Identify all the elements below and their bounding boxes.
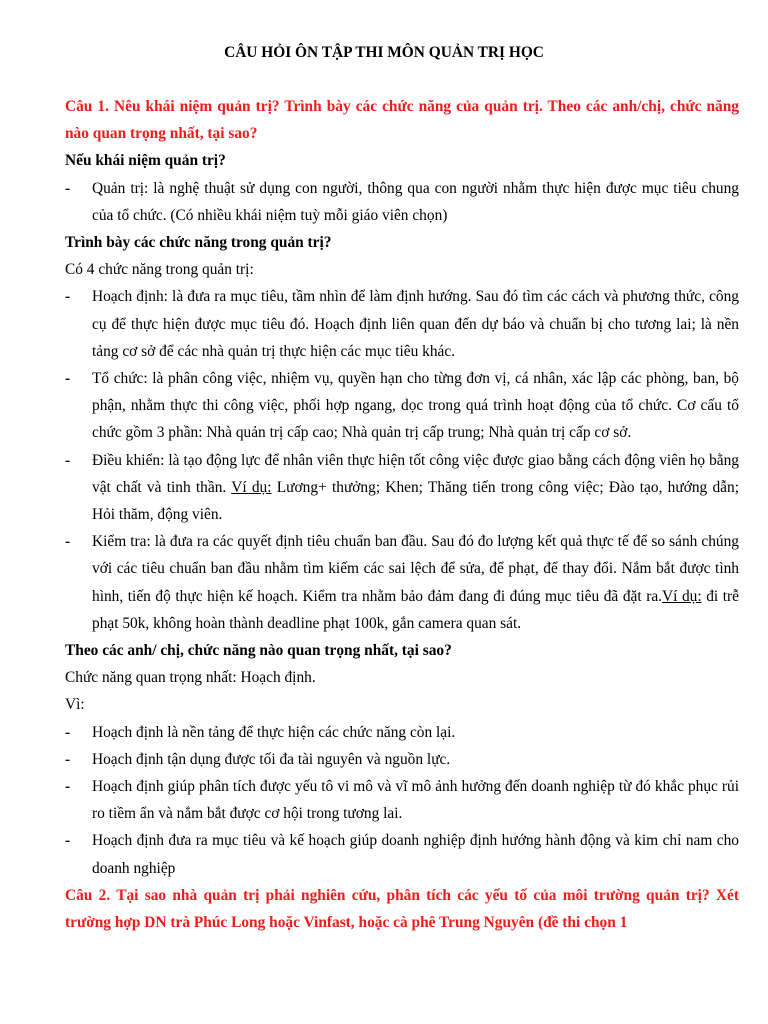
bullet-dash: -: [65, 288, 71, 306]
list-item: [65, 746, 739, 773]
function-controlling-example: đi trễ phạt 50k, không hoàn thành deadline phạt 100k, gắn camera quan sát.: [92, 587, 740, 632]
question-2: Câu 2. Tại sao nhà quản trị phải nghiên cứu, phân tích các yếu tố của môi trường quản trị? Xét trường hợp DN trà Phúc Long hoặc Vinfast, hoặc cà phê Trung Nguyên (đề thi chọn 1: [65, 886, 739, 932]
list-item: [65, 773, 739, 827]
bullet-dash: -: [65, 533, 71, 551]
functions-intro: Có 4 chức năng trong quản trị:: [65, 261, 254, 279]
bullet-dash: -: [65, 723, 71, 741]
bullet-dash: -: [65, 451, 71, 469]
reason-2: Hoạch định tận dụng được tối đa tài nguyên và nguồn lực.: [92, 750, 451, 768]
list-item: [65, 447, 739, 529]
document-title: CÂU HỎI ÔN TẬP THI MÔN QUẢN TRỊ HỌC: [224, 44, 544, 61]
example-label: Ví dụ:: [662, 587, 702, 605]
list-item: [65, 365, 739, 447]
function-controlling: Kiểm tra: là đưa ra các quyết định tiêu chuẩn ban đầu. Sau đó đo lượng kết quả thực tế để so sánh chúng với các tiêu chuẩn ban đầu nhằm tìm kiếm các sai lệch để sửa, để phạt, để thay đổi. Nắm bắt được tình hình, tiến độ thực hiện kế hoạch. Kiểm tra nhằm bảo đảm đang đi đúng mục tiêu đã đặt ra.: [92, 533, 739, 605]
heading-concept: Nếu khái niệm quản trị?: [65, 152, 226, 170]
list-item: [65, 175, 739, 229]
function-leading: Điều khiển: là tạo động lực để nhân viên thực hiện tốt công việc được giao bằng cách động viên họ bằng vật chất và tinh thần.: [92, 451, 739, 496]
list-item: [65, 719, 739, 746]
list-item: [65, 528, 739, 637]
function-organizing: Tổ chức: là phân công việc, nhiệm vụ, quyền hạn cho từng đơn vị, cá nhân, xác lập các phòng, ban, bộ phận, nhằm thực thi công việc, phối hợp ngang, dọc trong quá trình hoạt động của tổ chức. Cơ cấu tổ chức gồm 3 phần: Nhà quản trị cấp cao; Nhà quản trị cấp trung; Nhà quản trị cấp cơ sở.: [92, 370, 739, 442]
example-label: Ví dụ:: [231, 478, 272, 496]
question-1: Câu 1. Nêu khái niệm quản trị? Trình bày các chức năng của quản trị. Theo các anh/chị, chức năng nào quan trọng nhất, tại sao?: [65, 98, 739, 143]
definition-text: Quản trị: là nghệ thuật sử dụng con người, thông qua con người nhằm thực hiện được mục tiêu chung của tổ chức. (Có nhiều khái niệm tuỳ mỗi giáo viên chọn): [92, 179, 739, 224]
bullet-dash: -: [65, 832, 71, 850]
list-item: [65, 827, 739, 881]
bullet-dash: -: [65, 750, 71, 768]
function-leading-example: Lương+ thưởng; Khen; Thăng tiến trong công việc; Đào tạo, hướng dẫn; Hỏi thăm, động viên.: [92, 478, 739, 524]
document-body: [65, 93, 739, 936]
bullet-dash: -: [65, 778, 71, 796]
function-planning: Hoạch định: là đưa ra mục tiêu, tầm nhìn để làm định hướng. Sau đó tìm các cách và phương thức, công cụ để thực hiện được mục tiêu đó. Hoạch định liên quan đến dự báo và chuẩn bị cho tương lai; là nền tảng cơ sở để các nhà quản trị thực hiện các mục tiêu khác.: [92, 288, 739, 360]
heading-most-important: Theo các anh/ chị, chức năng nào quan trọng nhất, tại sao?: [65, 642, 452, 660]
reason-3: Hoạch định giúp phân tích được yếu tô vi mô và vĩ mô ảnh hưởng đến doanh nghiệp từ đó khắc phục rủi ro tiềm ẩn và nắm bắt được cơ hội trong tương lai.: [92, 778, 739, 823]
heading-functions: Trình bày các chức năng trong quản trị?: [65, 234, 332, 252]
reason-4: Hoạch định đưa ra mục tiêu và kế hoạch giúp doanh nghiệp định hướng hành động và kim chỉ nam cho doanh nghiệp: [92, 832, 739, 877]
list-item: [65, 283, 739, 365]
bullet-dash: -: [65, 179, 71, 197]
reason-intro: Vì:: [65, 696, 85, 714]
answer-text: Chức năng quan trọng nhất: Hoạch định.: [65, 669, 316, 687]
reason-1: Hoạch định là nền tảng để thực hiện các chức năng còn lại.: [92, 723, 456, 741]
bullet-dash: -: [65, 370, 71, 388]
